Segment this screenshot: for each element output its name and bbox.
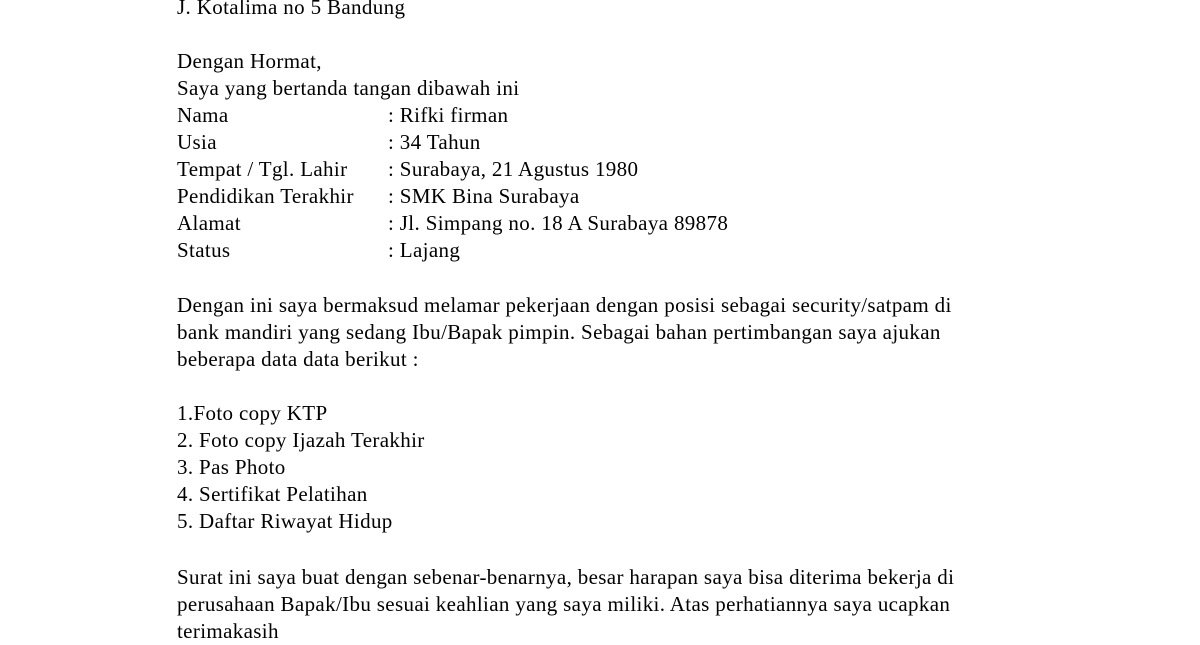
field-value: : Jl. Simpang no. 18 A Surabaya 89878 (388, 211, 729, 235)
intro-line: Saya yang bertanda tangan dibawah ini (177, 76, 520, 100)
field-label: Tempat / Tgl. Lahir (177, 157, 348, 181)
closing-paragraph-line: terimakasih (177, 619, 279, 643)
field-row-name (177, 102, 508, 129)
field-value: : Rifki firman (388, 103, 509, 127)
sender-address: J. Kotalima no 5 Bandung (177, 0, 406, 19)
field-row-status (177, 237, 460, 264)
field-label: Nama (177, 103, 229, 127)
field-label: Pendidikan Terakhir (177, 184, 354, 208)
field-row-age (177, 129, 481, 156)
closing-paragraph-line: perusahaan Bapak/Ibu sesuai keahlian yang saya miliki. Atas perhatiannya saya ucapkan (177, 592, 951, 616)
body-paragraph-line: beberapa data data berikut : (177, 347, 419, 371)
greeting: Dengan Hormat, (177, 49, 322, 73)
closing-paragraph-line: Surat ini saya buat dengan sebenar-benarnya, besar harapan saya bisa diterima bekerja di (177, 565, 955, 589)
attachment-item: 5. Daftar Riwayat Hidup (177, 509, 393, 533)
field-row-education (177, 183, 580, 210)
field-value: : 34 Tahun (388, 130, 481, 154)
field-label: Alamat (177, 211, 241, 235)
attachment-item: 3. Pas Photo (177, 455, 286, 479)
field-value: : SMK Bina Surabaya (388, 184, 580, 208)
field-row-birth (177, 156, 638, 183)
field-label: Status (177, 238, 231, 262)
field-value: : Lajang (388, 238, 461, 262)
body-paragraph-line: Dengan ini saya bermaksud melamar pekerjaan dengan posisi sebagai security/satpam di (177, 293, 952, 317)
field-value: : Surabaya, 21 Agustus 1980 (388, 157, 639, 181)
body-paragraph-line: bank mandiri yang sedang Ibu/Bapak pimpin. Sebagai bahan pertimbangan saya ajukan (177, 320, 941, 344)
attachment-item: 2. Foto copy Ijazah Terakhir (177, 428, 425, 452)
field-label: Usia (177, 130, 217, 154)
attachment-item: 1.Foto copy KTP (177, 401, 328, 425)
attachment-item: 4. Sertifikat Pelatihan (177, 482, 368, 506)
field-row-address (177, 210, 728, 237)
